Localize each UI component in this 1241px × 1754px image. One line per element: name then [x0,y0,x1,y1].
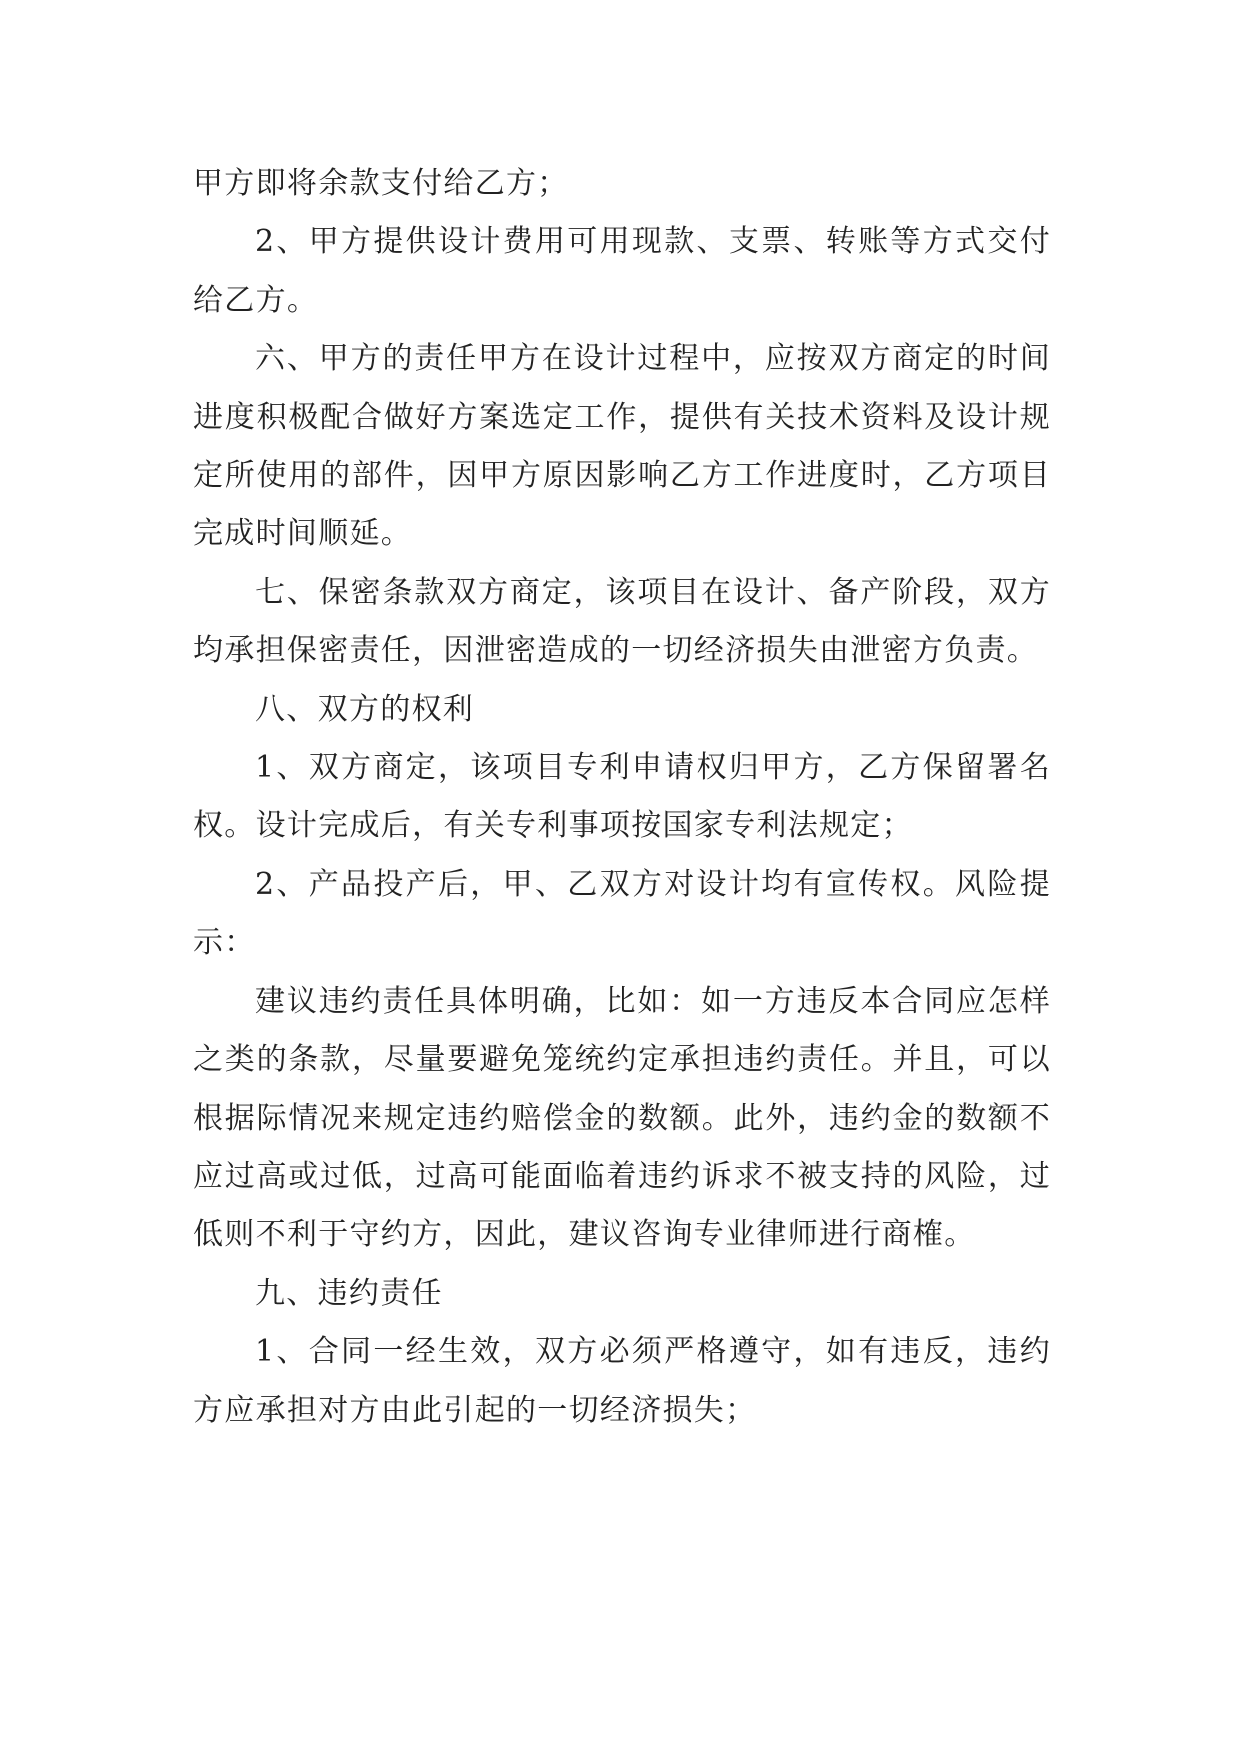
paragraph-confidentiality: 七、保密条款双方商定，该项目在设计、备产阶段，双方均承担保密责任，因泄密造成的一切经济损失由泄密方负责。 [193,574,1051,669]
section-heading-rights: 八、双方的权利 [255,691,475,727]
paragraph-publicity-rights: 2、产品投产后，甲、乙双方对设计均有宣传权。风险提示： [193,866,1051,961]
paragraph-party-a-responsibility: 六、甲方的责任甲方在设计过程中，应按双方商定的时间进度积极配合做好方案选定工作，提供有关技术资料及设计规定所使用的部件，因甲方原因影响乙方工作进度时，乙方项目完成时间顺延。 [193,341,1051,552]
paragraph-payment-methods: 2、甲方提供设计费用可用现款、支票、转账等方式交付给乙方。 [193,224,1051,318]
document-body [193,155,1051,1440]
paragraph-patent-rights: 1、双方商定，该项目专利申请权归甲方，乙方保留署名权。设计完成后，有关专利事项按国家专利法规定； [193,750,1051,844]
paragraph-breach-liability: 1、合同一经生效，双方必须严格遵守，如有违反，违约方应承担对方由此引起的一切经济损失； [193,1334,1051,1428]
paragraph-risk-advice: 建议违约责任具体明确，比如：如一方违反本合同应怎样之类的条款，尽量要避免笼统约定承担违约责任。并且，可以根据际情况来规定违约赔偿金的数额。此外，违约金的数额不应过高或过低，过高可能面临着违约诉求不被支持的风险，过低则不利于守约方，因此，建议咨询专业律师进行商榷。 [193,983,1051,1253]
section-heading-liability: 九、违约责任 [255,1275,443,1311]
paragraph-balance-payment: 甲方即将余款支付给乙方； [193,166,569,201]
